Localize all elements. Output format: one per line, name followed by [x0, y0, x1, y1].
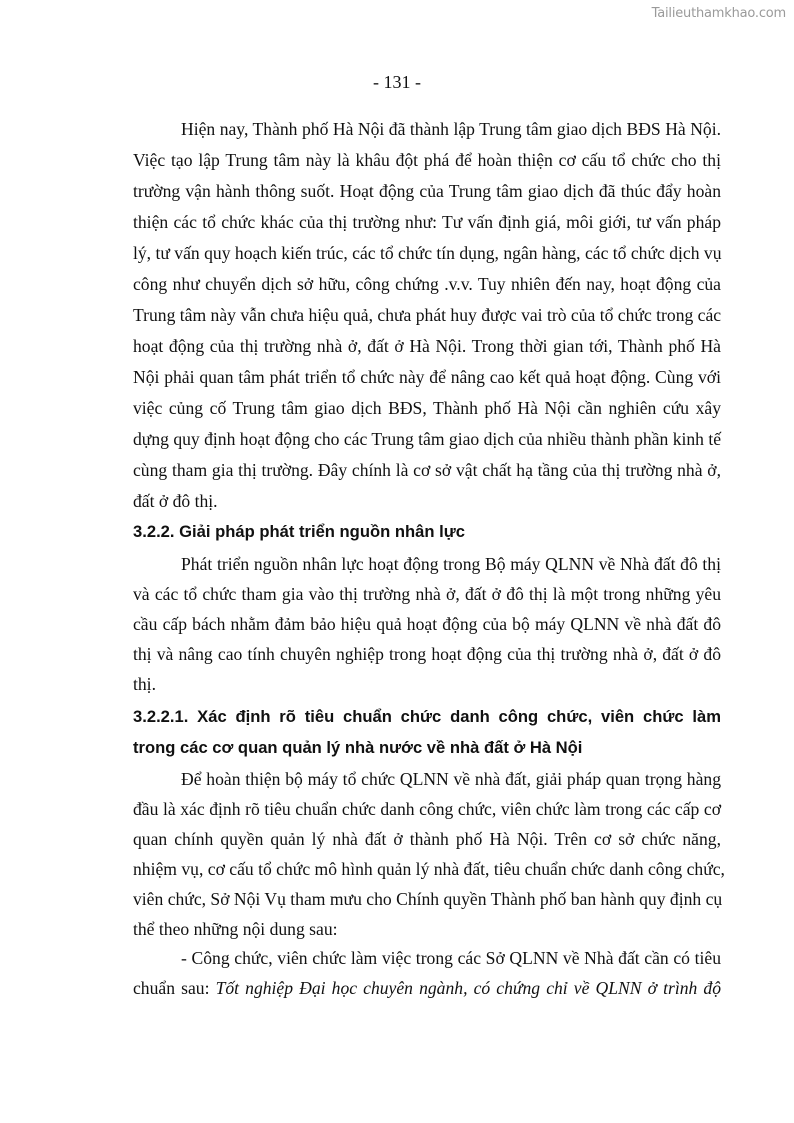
text-line: dựng quy định hoạt động cho các Trung tâm giao dịch của nhiều thành phần kinh tế — [133, 429, 722, 449]
page-number: - 131 - — [373, 72, 421, 92]
text-line: việc củng cố Trung tâm giao dịch BĐS, Thành phố Hà Nội cần nghiên cứu xây — [133, 398, 721, 418]
text-line: Phát triển nguồn nhân lực hoạt động trong Bộ máy QLNN về Nhà đất đô thị — [181, 554, 721, 574]
text-line: Việc tạo lập Trung tâm này là khâu đột phá để hoàn thiện cơ cấu tổ chức cho thị — [133, 150, 721, 170]
text-line: lý, tư vấn quy hoạch kiến trúc, các tổ chức tín dụng, ngân hàng, các tổ chức dịch vụ — [133, 243, 722, 263]
text-line: và các tổ chức tham gia vào thị trường nhà ở, đất ở đô thị là một trong những yêu — [133, 584, 721, 604]
text-line: đất ở đô thị. — [133, 491, 218, 511]
section-heading-3-2-2 — [133, 516, 721, 547]
italic-text-span: Tốt nghiệp Đại học chuyên ngành, có chứng chỉ về QLNN ở trình độ — [215, 978, 722, 998]
heading-line: trong các cơ quan quản lý nhà nước về nhà đất ở Hà Nội — [133, 738, 583, 757]
paragraph-1 — [133, 114, 721, 517]
text-line: nhiệm vụ, cơ cấu tổ chức mô hình quản lý nhà đất, tiêu chuẩn chức danh công chức, — [133, 859, 725, 879]
text-line: thị. — [133, 674, 156, 694]
text-line: Để hoàn thiện bộ máy tổ chức QLNN về nhà đất, giải pháp quan trọng hàng — [181, 769, 721, 789]
paragraph-4 — [133, 943, 721, 1003]
text-line: - Công chức, viên chức làm việc trong các Sở QLNN về Nhà đất cần có tiêu — [181, 948, 721, 968]
text-line: trường vận hành thông suốt. Hoạt động của Trung tâm giao dịch đã thúc đẩy hoàn — [133, 181, 721, 201]
text-span: chuẩn sau: — [133, 978, 216, 998]
heading-line: 3.2.2.1. Xác định rõ tiêu chuẩn chức danh công chức, viên chức làm — [133, 707, 721, 726]
text-line: Nội phải quan tâm phát triển tổ chức này để nâng cao kết quả hoạt động. Cùng với — [133, 367, 721, 387]
text-line: hoạt động của thị trường nhà ở, đất ở Hà Nội. Trong thời gian tới, Thành phố Hà — [133, 336, 721, 356]
text-line: đầu là xác định rõ tiêu chuẩn chức danh công chức, viên chức làm trong các cấp cơ — [133, 799, 721, 819]
paragraph-3 — [133, 764, 725, 944]
text-line: công như chuyển dịch sở hữu, công chứng .v.v. Tuy nhiên đến nay, hoạt động của — [133, 274, 721, 294]
section-heading-3-2-2-1 — [133, 701, 721, 763]
text-line: Hiện nay, Thành phố Hà Nội đã thành lập Trung tâm giao dịch BĐS Hà Nội. — [181, 119, 721, 139]
paragraph-2 — [133, 549, 721, 699]
text-line: thiện các tổ chức khác của thị trường như: Tư vấn định giá, môi giới, tư vấn pháp — [133, 212, 721, 232]
text-line — [133, 973, 721, 1003]
text-line: Trung tâm này vẫn chưa hiệu quả, chưa phát huy được vai trò của tổ chức trong các — [133, 305, 722, 325]
text-line: thể theo những nội dung sau: — [133, 919, 338, 939]
text-line: viên chức, Sở Nội Vụ tham mưu cho Chính quyền Thành phố ban hành quy định cụ — [133, 889, 723, 909]
heading-line: 3.2.2. Giải pháp phát triển nguồn nhân lực — [133, 522, 465, 541]
text-line: cùng tham gia thị trường. Đây chính là cơ sở vật chất hạ tầng của thị trường nhà ở, — [133, 460, 721, 480]
text-line: quan chính quyền quản lý nhà đất ở thành phố Hà Nội. Trên cơ sở chức năng, — [133, 829, 721, 849]
text-line: thị và nâng cao tính chuyên nghiệp trong hoạt động của thị trường nhà ở, đất ở đô — [133, 644, 721, 664]
watermark: Tailieuthamkhao.com — [651, 6, 786, 21]
text-line: cầu cấp bách nhằm đảm bảo hiệu quả hoạt động của bộ máy QLNN về nhà đất đô — [133, 614, 721, 634]
